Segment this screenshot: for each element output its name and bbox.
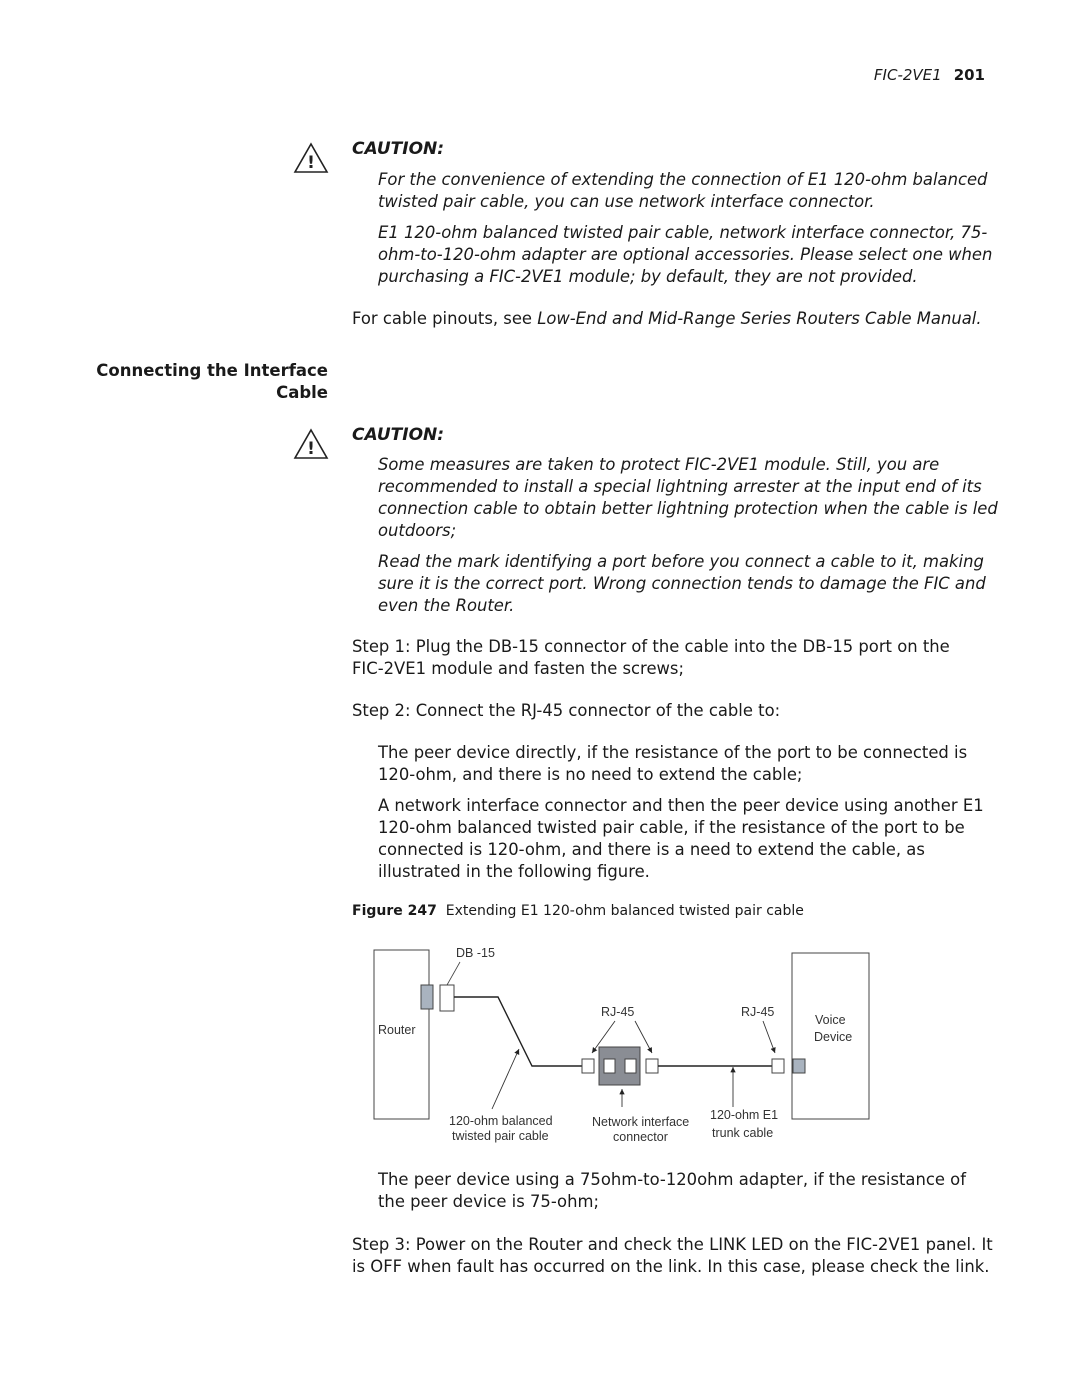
device-label: Device [814,1030,853,1044]
twisted-pair-cable [454,997,582,1066]
step-2-option-2: A network interface connector and then the peer device using another E1 120-ohm balanced twisted pair cable, if the resistance of the port to be connected is 120-ohm, and there is a need to extend the cable, as illustrated in the following figure. [378,796,984,881]
step-2-option-1: The peer device directly, if the resistance of the port to be connected is 120-ohm, and there is no need to extend the cable; [378,743,968,784]
header-title: FIC-2VE1 [873,66,942,84]
step-3: Step 3: Power on the Router and check the LINK LED on the FIC-2VE1 panel. It is OFF when fault has occurred on the link. In this case, please check the link. [352,1235,993,1276]
warning-triangle-icon [293,142,329,174]
voice-device-port [793,1059,805,1073]
rj45-plug-left [582,1059,594,1073]
pinouts-paragraph [352,308,1032,330]
svg-text:!: ! [307,439,315,459]
trunk-label-line-2: trunk cable [712,1126,774,1140]
db15-port [421,985,433,1009]
caution-1-paragraph-2: E1 120-ohm balanced twisted pair cable, network interface connector, 75-ohm-to-120-ohm adapter are optional accessories. Please select one when purchasing a FIC-2VE1 module; by default, they are not provided. [378,223,993,286]
page-number: 201 [953,66,985,84]
figure-caption-text: Extending E1 120-ohm balanced twisted pair cable [445,903,804,919]
db15-label: DB -15 [456,946,495,960]
rj45-plug-middle [646,1059,658,1073]
rj45-label-left: RJ-45 [601,1005,635,1019]
db15-connector [440,985,454,1011]
cable-extension-diagram [360,935,880,1150]
caution-1-paragraph-1: For the convenience of extending the connection of E1 120-ohm balanced twisted pair cable, you can use network interface connector. [378,170,988,211]
cable-label-line-1: 120-ohm balanced [449,1114,553,1128]
caution-label-2: CAUTION: [352,425,445,445]
svg-text:!: ! [307,153,315,173]
step-1: Step 1: Plug the DB-15 connector of the cable into the DB-15 port on the FIC-2VE1 module and fasten the screws; [352,637,950,678]
cable-manual-reference: Low-End and Mid-Range Series Routers Cable Manual. [537,309,982,328]
figure-number: Figure 247 [352,903,437,919]
router-label: Router [378,1023,416,1037]
pinouts-prefix: For cable pinouts, see [352,309,538,328]
rj45-plug-right [772,1059,784,1073]
trunk-label-line-1: 120-ohm E1 [710,1108,779,1122]
figure-caption [352,903,804,919]
section-heading-line-1: Connecting the Interface [96,361,328,380]
warning-triangle-icon [293,428,329,460]
section-heading-line-2: Cable [276,383,328,402]
cable-label-line-2: twisted pair cable [452,1129,549,1143]
section-heading [68,360,328,404]
caution-2-paragraph-2: Read the mark identifying a port before you connect a cable to it, making sure it is the correct port. Wrong connection tends to damage the FIC and even the Router. [378,552,986,615]
voice-label: Voice [815,1013,846,1027]
caution-2-paragraph-1: Some measures are taken to protect FIC-2VE1 module. Still, you are recommended to install a special lightning arrester at the input end of its connection cable to obtain better lightning protection when the cable is led outdoors; [378,455,998,540]
step-2: Step 2: Connect the RJ-45 connector of the cable to: [352,701,781,720]
rj45-label-right: RJ-45 [741,1005,775,1019]
caution-label-1: CAUTION: [352,139,445,159]
page-header [874,66,985,84]
step-2-option-3: The peer device using a 75ohm-to-120ohm adapter, if the resistance of the peer device is 75-ohm; [378,1170,966,1211]
nic-label-line-2: connector [613,1130,668,1144]
nic-label-line-1: Network interface [592,1115,690,1129]
